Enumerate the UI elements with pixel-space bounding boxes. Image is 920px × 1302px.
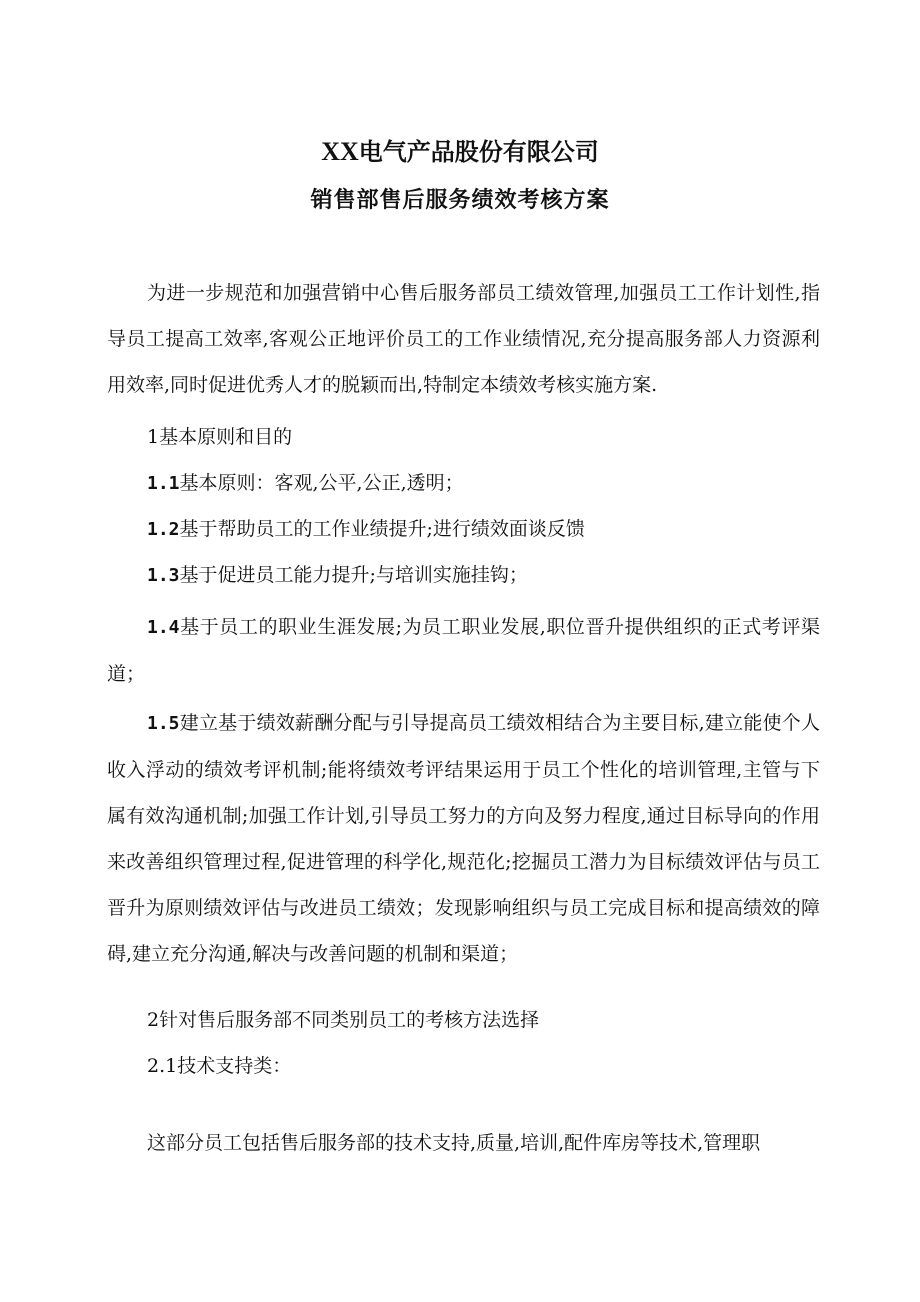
section-2-1-body: 这部分员工包括售后服务部的技术支持,质量,培训,配件库房等技术,管理职	[147, 1132, 761, 1154]
item-text: 建立基于绩效薪酬分配与引导提高员工绩效相结合为主要目标,建立能使个人收入浮动的绩效考评机制;能将绩效考评结果运用于员工个性化的培训管理,主管与下属有效沟通机制;加强工作计划,引导员工努力的方向及努力程度,通过目标导向的作用来改善组织管理过程,促进管理的科学化,规范化;挖掘员工潜力为目标绩效评估与员工晋升为原则绩效评估与改进员工绩效；发现影响组织与员工完成目标和提高绩效的障碍,建立充分沟通,解决与改善问题的机制和渠道；	[107, 712, 820, 965]
document-subtitle: 销售部售后服务绩效考核方案	[310, 187, 610, 213]
section-2-1-heading: 2.1技术支持类：	[147, 1055, 292, 1077]
item-text: 基本原则：客观,公平,公正,透明；	[179, 472, 464, 494]
item-number: 1.5	[147, 713, 180, 734]
section-2-heading: 2针对售后服务部不同类别员工的考核方法选择	[147, 1009, 540, 1031]
item-1-4	[107, 604, 820, 697]
item-number: 1.4	[147, 617, 180, 638]
item-text: 基于员工的职业生涯发展;为员工职业发展,职位晋升提供组织的正式考评渠道；	[107, 616, 820, 685]
item-number: 1.2	[147, 519, 180, 540]
item-1-2	[107, 506, 820, 553]
section-1-heading: 1基本原则和目的	[147, 426, 293, 448]
item-1-5	[107, 700, 820, 977]
item-text: 基于促进员工能力提升;与培训实施挂钩；	[179, 564, 528, 586]
item-number: 1.3	[147, 565, 180, 586]
item-1-3	[107, 552, 820, 599]
item-text: 基于帮助员工的工作业绩提升;进行绩效面谈反馈	[179, 518, 585, 540]
title-latin: XX	[321, 137, 359, 166]
intro-paragraph: 为进一步规范和加强营销中心售后服务部员工绩效管理,加强员工工作计划性,指导员工提高工效率,客观公正地评价员工的工作业绩情况,充分提高服务部人力资源利用效率,同时促进优秀人才的脱颖而出,特制定本绩效考核实施方案.	[107, 282, 820, 396]
document-title	[0, 136, 920, 168]
item-number: 1.1	[147, 473, 180, 494]
title-company-name: 电气产品股份有限公司	[358, 137, 599, 166]
item-1-1	[107, 460, 820, 507]
